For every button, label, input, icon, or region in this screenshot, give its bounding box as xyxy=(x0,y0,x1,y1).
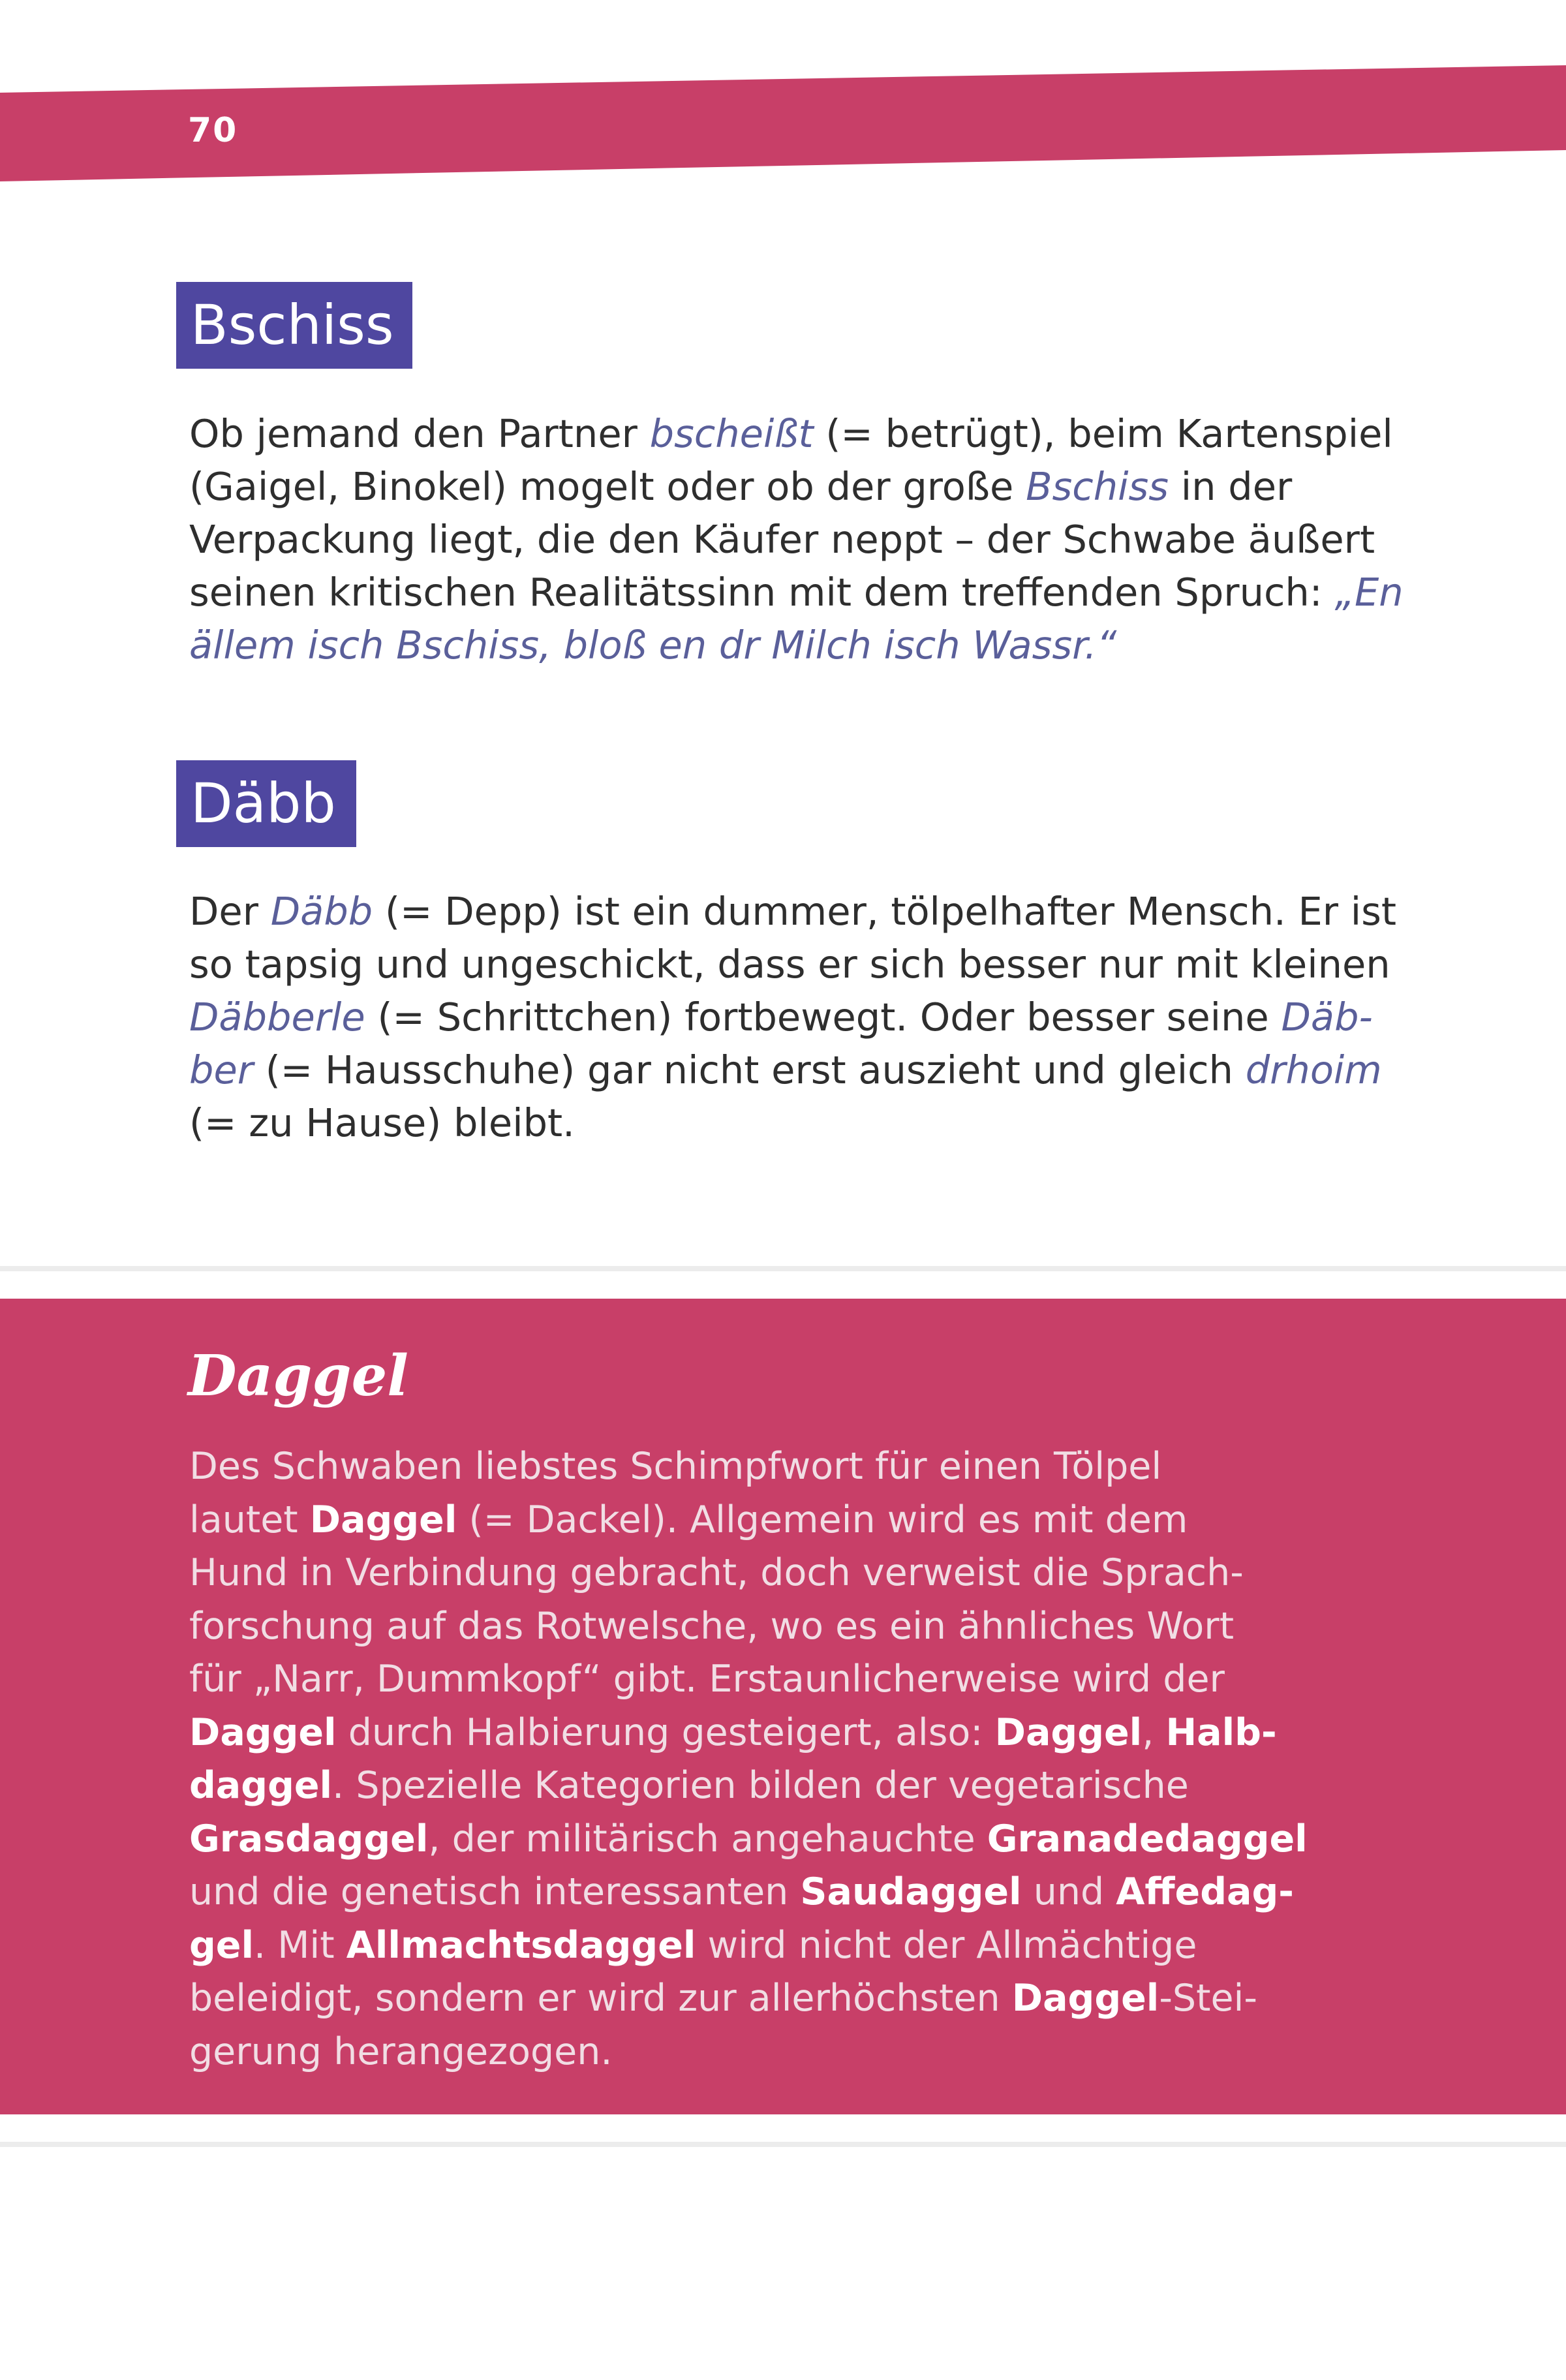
text-line: so tapsig und ungeschickt, dass er sich besser nur mit kleinen xyxy=(189,942,1390,987)
box-bottom-rule xyxy=(0,2142,1566,2147)
text-line: Hund in Verbindung gebracht, doch verweist die Sprach- xyxy=(189,1551,1244,1594)
dialect-term: „En xyxy=(1334,570,1404,615)
text-line: Grasdaggel, der militärisch angehauchte Granadedaggel xyxy=(189,1817,1308,1861)
text-line: ber (= Hausschuhe) gar nicht erst auszieht und gleich drhoim xyxy=(189,1047,1382,1092)
keyword: Daggel xyxy=(1011,1977,1159,2020)
header-band xyxy=(0,0,1566,196)
info-box-text xyxy=(189,1440,1396,2079)
dialect-term: ber xyxy=(189,1047,254,1092)
dialect-term: ällem isch Bschiss, bloß en dr Milch isch Wassr.“ xyxy=(189,623,1117,668)
keyword: Affedag- xyxy=(1116,1870,1294,1913)
keyword: Halb- xyxy=(1165,1710,1277,1754)
info-box-title: Daggel xyxy=(188,1343,408,1409)
text-line: und die genetisch interessanten Saudaggel und Affedag- xyxy=(189,1870,1294,1913)
text-line: forschung auf das Rotwelsche, wo es ein ähnliches Wort xyxy=(189,1604,1235,1648)
text-line: Des Schwaben liebstes Schimpfwort für einen Tölpel xyxy=(189,1445,1162,1488)
dialect-term: Bschiss xyxy=(1026,464,1169,509)
keyword: Daggel xyxy=(309,1498,457,1541)
text-line xyxy=(189,619,1383,672)
text-line: Verpackung liegt, die den Käufer neppt – der Schwabe äußert xyxy=(189,517,1375,562)
dialect-term: Däbberle xyxy=(189,995,365,1040)
entry-heading-daebb: Däbb xyxy=(176,760,356,847)
text-line: für „Narr, Dummkopf“ gibt. Erstaunlicherweise wird der xyxy=(189,1658,1225,1701)
entry-heading-bschiss: Bschiss xyxy=(176,282,412,369)
page-number: 70 xyxy=(188,111,238,150)
keyword: Daggel xyxy=(994,1710,1143,1754)
keyword: Grasdaggel xyxy=(189,1817,429,1861)
text-line: seinen kritischen Realitätssinn mit dem treffenden Spruch: „En xyxy=(189,570,1404,615)
keyword: Granadedaggel xyxy=(987,1817,1308,1861)
dialect-term: Däbb xyxy=(270,889,373,934)
text-line: gerung herangezogen. xyxy=(189,2030,613,2073)
text-line: (= zu Hause) bleibt. xyxy=(189,1100,575,1145)
text-line: beleidigt, sondern er wird zur allerhöchsten Daggel-Stei- xyxy=(189,1977,1257,2020)
entry-text-daebb xyxy=(189,885,1397,1149)
text-line: lautet Daggel (= Dackel). Allgemein wird es mit dem xyxy=(189,1498,1188,1541)
keyword: daggel xyxy=(189,1764,333,1807)
text-line: gel. Mit Allmachtsdaggel wird nicht der Allmächtige xyxy=(189,1923,1197,1967)
text-line: Däbberle (= Schrittchen) fortbewegt. Oder besser seine Däb- xyxy=(189,995,1373,1040)
box-top-rule xyxy=(0,1266,1566,1271)
keyword: Allmachtsdaggel xyxy=(346,1923,696,1967)
text-line: Daggel durch Halbierung gesteigert, also: Daggel, Halb- xyxy=(189,1710,1277,1754)
text-line: (Gaigel, Binokel) mogelt oder ob der große Bschiss in der xyxy=(189,464,1293,509)
keyword: Daggel xyxy=(189,1710,337,1754)
keyword: gel xyxy=(189,1923,254,1967)
dialect-term: Däb- xyxy=(1281,995,1373,1040)
text-line: daggel. Spezielle Kategorien bilden der vegetarische xyxy=(189,1764,1189,1807)
dialect-term: bscheißt xyxy=(649,411,814,456)
text-line: Der Däbb (= Depp) ist ein dummer, tölpelhafter Mensch. Er ist xyxy=(189,889,1397,934)
text-line: Ob jemand den Partner bscheißt (= betrügt), beim Kartenspiel xyxy=(189,411,1393,456)
dialect-term: drhoim xyxy=(1245,1047,1382,1092)
keyword: Saudaggel xyxy=(800,1870,1022,1913)
entry-text-bschiss xyxy=(189,407,1404,672)
